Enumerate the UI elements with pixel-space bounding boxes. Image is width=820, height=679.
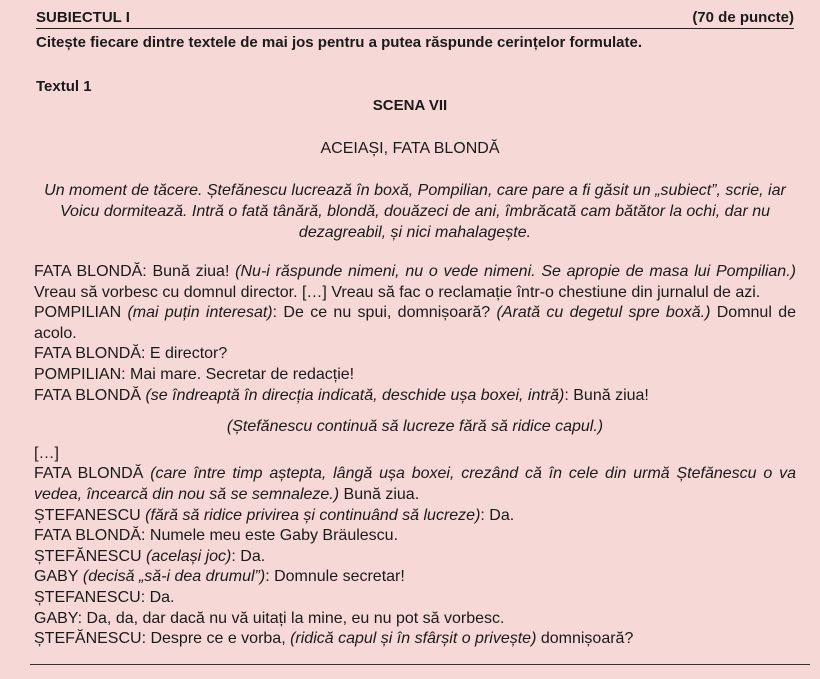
stage-note: (același joc) [141,547,232,565]
stage-note: (Arată cu degetul spre boxă.) [496,304,711,322]
spoken-text: : Bună ziua! [564,386,649,404]
speaker-name: POMPILIAN [34,304,122,322]
dialog-line [34,262,796,303]
spoken-text: : Numele meu este Gaby Bräulescu. [141,527,399,545]
stage-note: (se îndreaptă în direcția indicată, deschide ușa boxei, intră) [141,386,565,404]
spoken-text: : E director? [141,345,228,363]
dialog-line [34,588,796,609]
speaker-name: POMPILIAN [34,365,122,383]
text-label: Textul 1 [36,78,92,95]
spoken-text: : Domnule secretar! [265,568,405,586]
scene-title: SCENA VII [372,97,448,114]
speaker-name: GABY [34,568,79,586]
spoken-text: : Da. [231,547,266,565]
stage-note: (mai puțin interesat) [121,304,273,322]
stage-note: (ridică capul și în sfârșit o privește) [290,630,537,648]
speaker-name: ȘTEFĂNESCU [34,630,142,648]
ellipsis-marker: […] [34,444,59,462]
stage-note: (decisă „să-i dea drumul”) [78,568,266,586]
spoken-text: : Da. [140,588,175,606]
spoken-text: : Bună ziua! [142,263,236,280]
dialog-line [34,506,796,527]
dialog-line [34,303,796,344]
dialog-part-1 [34,262,796,406]
spoken-text: Bună ziua. [339,485,420,503]
stage-direction: Un moment de tăcere. Ștefănescu lucrează în boxă, Pompilian, care pare a fi găsit un „subiect”, scrie, iar Voicu dormitează. Intră o fată tânără, blondă, douăzeci de ani, îmbrăcată cam bătător la ochi, dar nu dezagreabil, și nici mahalagește. [44,182,786,241]
stage-note: (fără să ridice privirea și continuând să lucreze) [140,506,481,524]
subject-header [36,8,794,29]
speaker-name: ȘTEFĂNESCU [34,547,142,565]
speaker-name: FATA BLONDĂ [34,345,141,363]
bottom-divider [30,664,810,665]
dialog-line [34,464,796,505]
dialog-line [34,567,796,588]
spoken-text: : De ce nu spui, domnișoară? [272,304,497,322]
stage-note: (care între timp aștepta, lângă ușa boxei, crezând că în cele din urmă Ștefănescu o va vedea, încearcă din nou să se semnaleze.) [34,465,796,503]
speaker-name: FATA BLONDĂ [34,386,141,404]
speaker-name: FATA BLONDĂ [34,527,141,545]
dialog-line [34,386,796,407]
dialog-line [34,365,796,386]
center-stage-direction: (Ștefănescu continuă să lucreze fără să ridice capul.) [226,418,604,436]
stage-note: (Nu-i răspunde nimeni, nu o vede nimeni. Se apropie de masa lui Pompilian.) [235,263,796,280]
dialog-line [34,344,796,365]
speaker-name: GABY [34,609,78,627]
instruction-text: Citește fiecare dintre textele de mai jos pentru a putea răspunde cerințelor formulate. [36,34,643,51]
speaker-name: ȘTEFANESCU [34,588,141,606]
scene-characters: ACEIAȘI, FATA BLONDĂ [320,140,500,157]
dialog-block [34,262,796,650]
spoken-text: : Da. [480,506,515,524]
spoken-text: : Despre ce e vorba, [141,630,291,648]
spoken-text: : Mai mare. Secretar de redacție! [121,365,355,383]
points-label: (70 de puncte) [692,9,794,26]
dialog-part-2 [34,464,796,649]
dialog-line [34,609,796,630]
spoken-text: : Da, da, dar dacă nu vă uitați la mine, eu nu pot să vorbesc. [77,609,505,627]
dialog-line [34,629,796,650]
spoken-text: Domnul de acolo. [34,304,796,342]
spoken-text: Vreau să vorbesc cu domnul director. […] Vreau să fac o reclamație într-o chestiune din jurnalul de azi. [34,283,761,301]
speaker-name: FATA BLONDĂ [34,263,143,280]
spoken-text: domnișoară? [536,630,634,648]
dialog-line [34,526,796,547]
subject-title: SUBIECTUL I [36,9,130,26]
dialog-line [34,547,796,568]
speaker-name: ȘTEFANESCU [34,506,141,524]
speaker-name: FATA BLONDĂ [34,465,144,483]
